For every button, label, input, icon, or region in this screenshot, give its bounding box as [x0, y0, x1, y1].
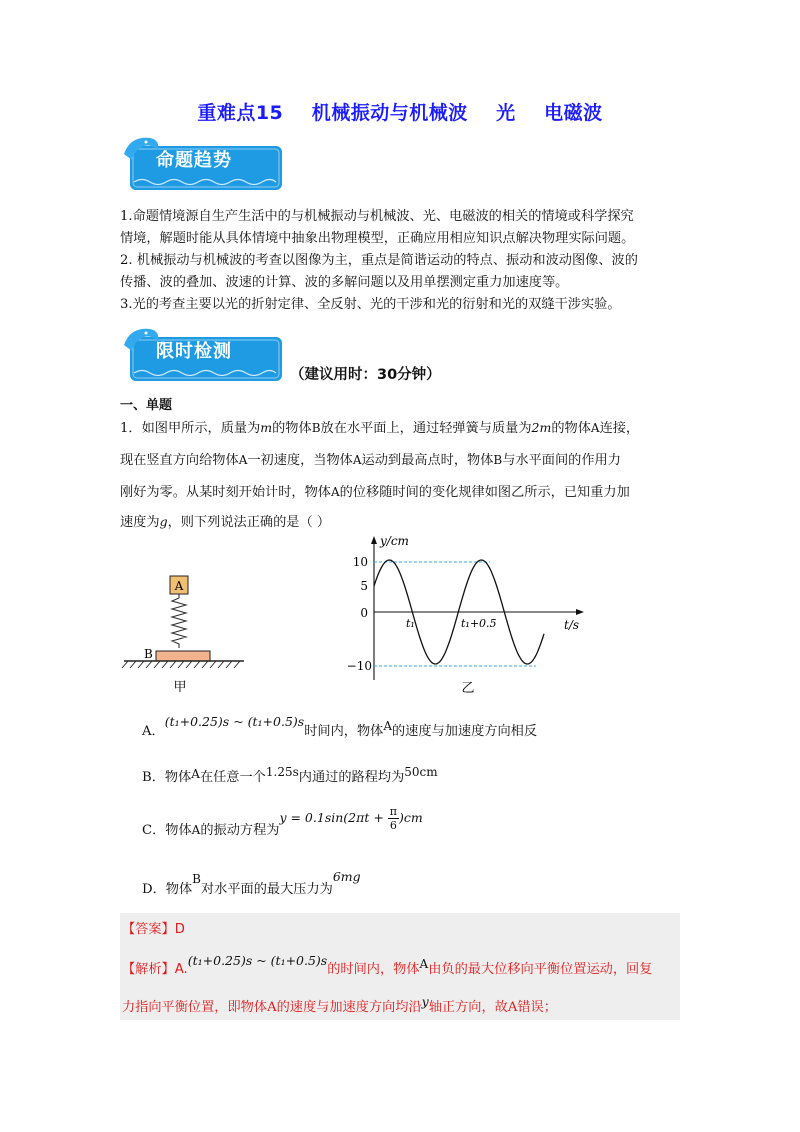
- page-title: 重难点15 机械振动与机械波 光 电磁波: [197, 102, 603, 124]
- block-b-label: B: [144, 647, 153, 661]
- section-heading: 一、单题: [120, 398, 173, 413]
- section-banner-test: [120, 323, 285, 383]
- figure-displacement-graph: [340, 532, 600, 697]
- x-tick-t1-plus: t₁+0.5: [461, 617, 497, 630]
- question-line-2: 现在竖直方向给物体A一初速度，当物体A运动到最高点时，物体B与水平面间的作用力: [120, 453, 621, 468]
- option-c[interactable]: C．物体A的振动方程为y = 0.1sin(2πt + $\frac{\pi}{6}$ )cm: [142, 805, 423, 838]
- question-line-1: 1．如图甲所示，质量为m的物体B放在水平面上，通过轻弹簧与质量为2m的物体A连接，: [120, 420, 640, 436]
- option-a[interactable]: A．(t₁+0.25)s ~ (t₁+0.5)s时间内，物体A的速度与加速度方向相反: [142, 714, 538, 739]
- figure-spring-block: [120, 570, 250, 695]
- x-tick-t1: t₁: [406, 617, 415, 630]
- trend-line-3: 2. 机械振动与机械波的考查以图像为主，重点是简谐运动的特点、振动和波动图像、波的: [120, 253, 638, 268]
- question-line-3: 刚好为零。从某时刻开始计时，物体A的位移随时间的变化规律如图乙所示，已知重力加: [120, 485, 630, 500]
- trend-line-5: 3.光的考查主要以光的折射定律、全反射、光的干涉和光的衍射和光的双缝干涉实验。: [120, 297, 621, 312]
- option-b[interactable]: B．物体A在任意一个1.25s内通过的路程均为50cm: [142, 765, 438, 785]
- y-tick-10: 10: [352, 555, 368, 569]
- analysis-line-2: 力指向平衡位置，即物体A的速度与加速度方向均沿y轴正方向，故A错误；: [122, 994, 557, 1015]
- y-tick-5: 5: [360, 579, 368, 593]
- question-line-4: 速度为g，则下列说法正确的是（ ）: [120, 514, 331, 530]
- answer-line: 【答案】D: [122, 922, 185, 937]
- y-tick-neg10: −10: [346, 659, 372, 673]
- banner-trend-label: 命题趋势: [156, 150, 232, 171]
- y-axis-label: y/cm: [380, 534, 409, 548]
- option-d[interactable]: D．物体B对水平面的最大压力为6mg: [142, 869, 361, 897]
- trend-line-1: 1.命题情境源自生产生活中的与机械振动与机械波、光、电磁波的相关的情境或科学探究: [120, 209, 634, 224]
- trend-line-2: 情境，解题时能从具体情境中抽象出物理模型，正确应用相应知识点解决物理实际问题。: [120, 231, 635, 246]
- section-banner-trend: [120, 132, 285, 192]
- banner-test-label: 限时检测: [156, 341, 232, 362]
- x-axis-label: t/s: [564, 618, 580, 632]
- y-tick-0: 0: [360, 606, 368, 620]
- figure-caption-left: 甲: [173, 680, 187, 695]
- time-hint: （建议用时：30分钟）: [290, 367, 441, 383]
- block-a-label: A: [174, 579, 184, 593]
- trend-line-4: 传播、波的叠加、波速的计算、波的多解问题以及用单摆测定重力加速度等。: [120, 275, 569, 290]
- analysis-line-1: 【解析】A.(t₁+0.25)s ~ (t₁+0.5)s的时间内，物体A由负的最大位移向平衡位置运动，回复: [122, 953, 653, 977]
- figure-caption-right: 乙: [461, 681, 475, 696]
